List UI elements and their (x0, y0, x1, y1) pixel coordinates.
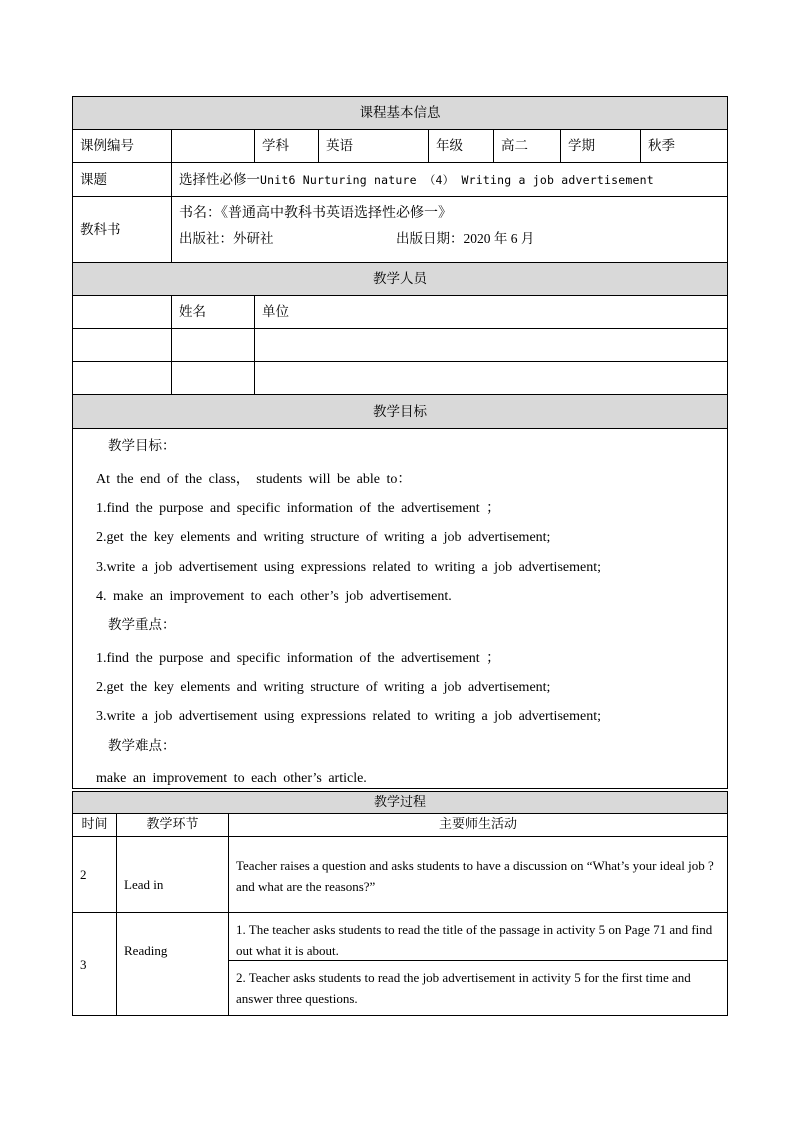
row-activity: Teacher raises a question and asks students to have a discussion on “What’s your ideal job ? and what are the reasons?” (229, 837, 728, 913)
staff-blank-cell (73, 296, 172, 329)
goals-header: 教学目标 (73, 395, 728, 429)
key-points-label: 教学重点： (108, 617, 176, 633)
publisher-line: 出版社：外研社 (179, 231, 274, 247)
staff-header: 教学人员 (73, 263, 728, 296)
staff-name-label: 姓名 (172, 296, 255, 329)
difficult-points-label: 教学难点： (108, 738, 176, 754)
objective-item: 3.write a job advertisement using expressions related to writing a job advertisement; (96, 560, 601, 575)
objective-item: 2.get the key elements and writing structure of writing a job advertisement; (96, 530, 551, 545)
staff-row-2-name (172, 362, 255, 395)
col-header-time: 时间 (73, 814, 117, 837)
book-title-line: 书名：《普通高中教科书英语选择性必修一》 (179, 205, 452, 221)
goals-intro: At the end of the class， students will be able to： (96, 472, 412, 487)
row-activity-group (229, 913, 728, 1016)
col-header-activity: 主要师生活动 (229, 814, 728, 837)
row-activity: 2. Teacher asks students to read the job advertisement in activity 5 for the first time and answer three questions. (236, 970, 691, 1006)
staff-row-1-unit (255, 329, 728, 362)
objective-item: 1.find the purpose and specific information of the advertisement ； (96, 501, 501, 516)
basic-info-header: 课程基本信息 (73, 97, 728, 130)
goals-label: 教学目标： (108, 438, 176, 454)
process-header: 教学过程 (73, 792, 728, 814)
topic-prefix: 选择性必修一 (179, 171, 260, 188)
row-stage: Lead in (117, 837, 229, 913)
case-number-value (172, 130, 255, 163)
table-row (73, 913, 728, 1016)
staff-row-1-name (172, 329, 255, 362)
subject-label: 学科 (255, 130, 319, 163)
pub-date-value: 2020 年 6 月 (463, 231, 535, 246)
textbook-cell (172, 197, 728, 263)
staff-unit-label: 单位 (255, 296, 728, 329)
topic-label: 课题 (73, 163, 172, 197)
table-row (73, 837, 728, 913)
process-table (72, 791, 728, 1016)
row-time: 2 (73, 837, 117, 913)
row-activity: 1. The teacher asks students to read the title of the passage in activity 5 on Page 71 and find out what it is about. (229, 913, 727, 961)
topic-cell (172, 163, 728, 197)
topic-value: Unit6 Nurturing nature （4） Writing a job advertisement (260, 172, 654, 187)
col-header-stage: 教学环节 (117, 814, 229, 837)
staff-row-2-unit (255, 362, 728, 395)
row-stage: Reading (117, 913, 229, 1016)
term-label: 学期 (561, 130, 641, 163)
grade-value: 高二 (494, 130, 561, 163)
key-point-item: 1.find the purpose and specific information of the advertisement ； (96, 651, 501, 666)
case-number-label: 课例编号 (73, 130, 172, 163)
subject-value: 英语 (319, 130, 429, 163)
goals-body (73, 429, 728, 789)
term-value: 秋季 (641, 130, 728, 163)
pub-date-label: 出版日期： (396, 231, 464, 247)
row-time: 3 (73, 913, 117, 1016)
textbook-label: 教科书 (73, 197, 172, 263)
difficult-point-item: make an improvement to each other’s article. (96, 771, 367, 786)
key-point-item: 3.write a job advertisement using expressions related to writing a job advertisement; (96, 709, 601, 724)
key-point-item: 2.get the key elements and writing structure of writing a job advertisement; (96, 680, 551, 695)
grade-label: 年级 (429, 130, 494, 163)
lesson-info-table (72, 96, 728, 789)
objective-item: 4. make an improvement to each other’s job advertisement. (96, 589, 452, 604)
staff-row-2-a (73, 362, 172, 395)
publisher-row (179, 230, 720, 248)
staff-row-1-a (73, 329, 172, 362)
